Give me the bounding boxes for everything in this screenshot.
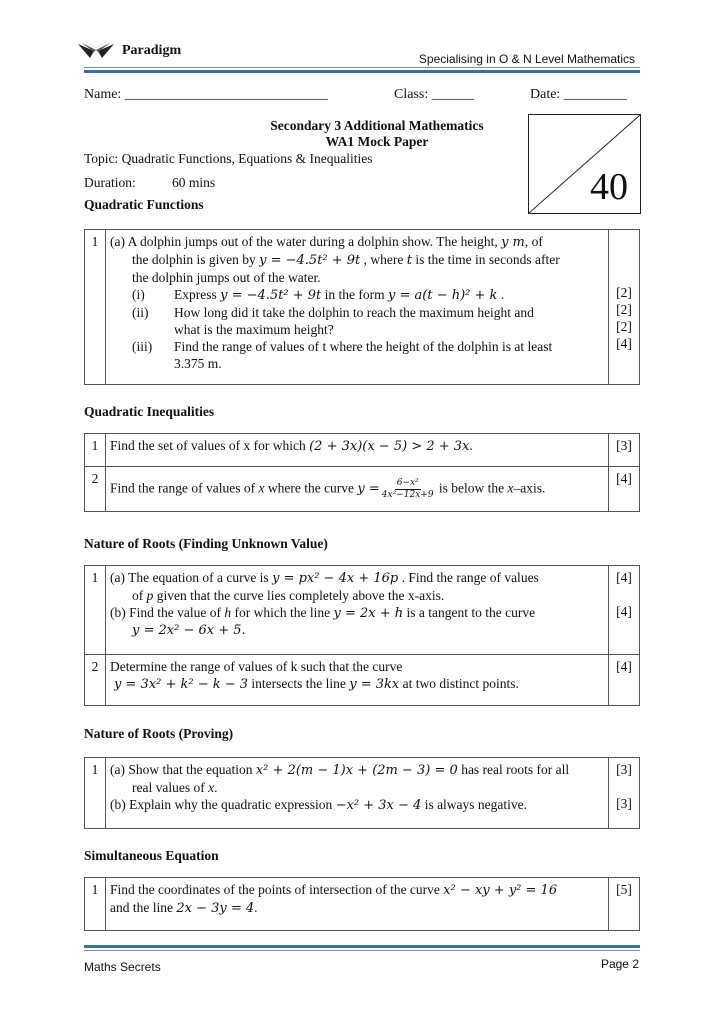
marks-value: [3] (616, 762, 632, 777)
question-text: is below the (435, 480, 508, 496)
total-marks: 40 (590, 166, 628, 208)
question-body (106, 467, 609, 512)
question-text: x (208, 780, 215, 795)
question-text: (b) Find the value of (110, 605, 225, 620)
question-text: at two distinct points. (399, 676, 519, 691)
question-text: h (224, 605, 232, 620)
marks-column (609, 758, 640, 829)
section-title-nature-of-roots-proving: Nature of Roots (Proving) (84, 726, 234, 741)
marks-value: [2] (616, 319, 632, 334)
question-text: (a) The equation of a curve is (110, 570, 273, 585)
question-number: 1 (85, 434, 106, 467)
sub-question-i (110, 286, 604, 304)
math-expression: (2 + 3x)(x − 5) > 2 + 3x (309, 439, 470, 454)
math-expression: y = −4.5t² + 9t (220, 288, 322, 303)
marks-value: [4] (609, 467, 640, 512)
math-expression: y = (357, 481, 380, 497)
question-text: real values of (132, 780, 209, 795)
table-row (85, 758, 640, 829)
question-body (106, 878, 609, 931)
question-text: Find the range of values of (110, 480, 259, 496)
question-text: is always negative. (421, 797, 528, 812)
question-number: 1 (85, 758, 106, 829)
math-expression: x² − xy + y² = 16 (443, 883, 558, 898)
section-title-simultaneous-equation: Simultaneous Equation (84, 848, 219, 863)
question-number: 2 (85, 655, 106, 706)
question-text: . (497, 287, 505, 302)
question-number: 1 (85, 230, 106, 385)
question-text: –axis. (513, 480, 546, 496)
math-expression: y = 2x² − 6x + 5. (132, 623, 246, 638)
table-row (85, 878, 640, 931)
question-text: has real roots for all (457, 762, 570, 777)
question-text: . (254, 900, 258, 915)
math-expression: y = a(t − h)² + k (388, 288, 498, 303)
question-text: what is the maximum height? (174, 322, 334, 337)
question-text: . Find the range of values (398, 570, 539, 585)
header-rule-thin (84, 67, 640, 68)
section-title-nature-of-roots-unknown: Nature of Roots (Finding Unknown Value) (84, 536, 328, 551)
math-expression: x² + 2(m − 1)x + (2m − 3) = 0 (255, 763, 458, 778)
question-text: (b) Explain why the quadratic expression (110, 797, 336, 812)
duration-label: Duration: (84, 175, 136, 190)
question-number: 1 (85, 566, 106, 655)
marks-value: [5] (609, 878, 640, 931)
question-number: 2 (85, 467, 106, 512)
question-text: 3.375 m. (174, 356, 222, 371)
table-row (85, 566, 640, 655)
question-text: . (469, 438, 473, 453)
paradigm-wings-icon (76, 42, 116, 60)
question-text: the dolphin jumps out of the water. (132, 270, 321, 285)
math-expression: y = 3kx (349, 677, 400, 692)
footer-rule-thick (84, 945, 640, 948)
marks-value: [3] (616, 796, 632, 811)
table-row (85, 467, 640, 512)
paper-subject: Secondary 3 Additional Mathematics (270, 118, 484, 133)
fraction (382, 478, 434, 501)
question-text: , of (524, 234, 543, 249)
question-body (106, 434, 609, 467)
question-text: (a) A dolphin jumps out of the water during a dolphin show. The height, (110, 234, 502, 249)
sub-question-label: (i) (132, 287, 145, 302)
marks-value: [3] (609, 434, 640, 467)
section-title-quadratic-functions: Quadratic Functions (84, 197, 204, 212)
sub-question-label: (ii) (132, 305, 149, 320)
question-body (106, 230, 609, 385)
question-text: x (507, 480, 514, 496)
question-text: Find the coordinates of the points of intersection of the curve (110, 882, 444, 897)
math-expression: y m (501, 235, 525, 250)
question-table-simultaneous-equation (84, 877, 640, 931)
footer-rule-thin (84, 950, 640, 951)
sub-question-iii (110, 338, 604, 372)
marks-value: [4] (616, 336, 632, 351)
math-expression: y = −4.5t² + 9t (259, 253, 361, 268)
duration-value: 60 mins (172, 175, 216, 190)
question-text: the dolphin is given by (132, 252, 260, 267)
marks-value: [4] (616, 604, 632, 619)
question-text: is the time in seconds after (412, 252, 560, 267)
score-box (528, 114, 641, 214)
question-text: is a tangent to the curve (403, 605, 536, 620)
question-table-nature-of-roots-proving (84, 757, 640, 829)
paper-topic: Topic: Quadratic Functions, Equations & Inequalities (84, 151, 373, 166)
math-expression: y = 2x + h (333, 606, 404, 621)
header-rule-thick (84, 70, 640, 73)
marks-value: [4] (609, 655, 640, 706)
sub-question-ii (110, 304, 604, 338)
table-row (85, 434, 640, 467)
question-table-quadratic-inequalities (84, 433, 640, 512)
marks-value: [2] (616, 285, 632, 300)
math-expression: 2x − 3y = 4 (176, 901, 255, 916)
question-text: given that the curve lies completely above the x-axis. (153, 588, 445, 603)
math-expression: −x² + 3x − 4 (335, 798, 422, 813)
question-table-quadratic-functions (84, 229, 640, 385)
marks-column (609, 566, 640, 655)
question-text: intersects the line (248, 676, 350, 691)
math-expression: y = 3x² + k² − k − 3 (114, 677, 249, 692)
class-field-label: Class: ______ (394, 87, 474, 102)
marks-value: [4] (616, 570, 632, 585)
question-body (106, 758, 609, 829)
footer-left-text: Maths Secrets (84, 960, 161, 974)
question-text: (a) Show that the equation (110, 762, 256, 777)
question-text: and the line (110, 900, 177, 915)
question-body (106, 566, 609, 655)
question-number: 1 (85, 878, 106, 931)
header-tagline: Specialising in O & N Level Mathematics (418, 52, 635, 66)
question-table-nature-of-roots-unknown (84, 565, 640, 706)
math-expression: y = px² − 4x + 16p (272, 571, 399, 586)
question-text: for which the line (231, 605, 334, 620)
question-body (106, 655, 609, 706)
question-text: , where (360, 252, 407, 267)
logo (76, 42, 181, 60)
name-field-label: Name: _____________________________ (84, 87, 328, 102)
table-row (85, 655, 640, 706)
date-field-label: Date: _________ (530, 87, 627, 102)
question-text: Determine the range of values of k such that the curve (110, 659, 403, 674)
question-text: How long did it take the dolphin to reach the maximum height and (174, 305, 534, 320)
question-text: of (132, 588, 147, 603)
logo-text: Paradigm (122, 43, 182, 58)
section-title-quadratic-inequalities: Quadratic Inequalities (84, 404, 215, 419)
question-text: Find the set of values of x for which (110, 438, 310, 453)
math-expression: t (406, 253, 412, 268)
paper-title: WA1 Mock Paper (325, 134, 429, 149)
question-text: Express (174, 287, 221, 302)
sub-question-label: (iii) (132, 339, 153, 354)
marks-column (609, 230, 640, 385)
marks-value: [2] (616, 302, 632, 317)
question-text: in the form (321, 287, 389, 302)
fraction-numerator: 6−x² (396, 477, 419, 488)
question-text: Find the range of values of t where the height of the dolphin is at least (174, 339, 553, 354)
question-text: . (214, 780, 218, 795)
table-row (85, 230, 640, 385)
page-number: Page 2 (600, 957, 639, 971)
question-text: where the curve (264, 480, 358, 496)
question-text: x (258, 480, 265, 496)
fraction-denominator: 4x²−12x+9 (381, 489, 434, 500)
question-text: p (146, 588, 154, 603)
